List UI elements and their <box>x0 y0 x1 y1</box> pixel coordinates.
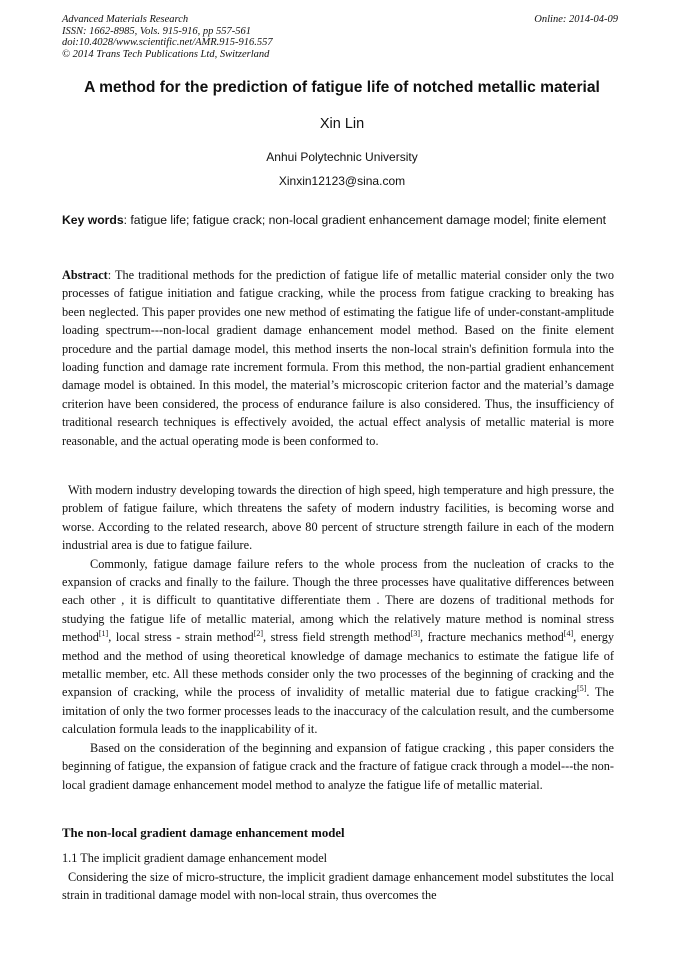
intro-paragraph-2: Commonly, fatigue damage failure refers to the whole process from the nucleation of cracks to the expansion of cracks and finally to the failure. Though the three processes have qualitative differences between each other , it is difficult to quantitative differentiate them . There are dozens of traditional methods for studying the fatigue life of metallic material, among which the relatively mature method is nominal stress method[1], local stress - strain method[2], stress field strength method[3], fracture mechanics method[4], energy method and the method of using theoretical knowledge of damage mechanics to estimate the fatigue life of metallic member, etc. All these methods consider only the two processes of the beginning of cracking and the expansion of cracking, while the process of invalidity of metallic material due to fatigue cracking[5]. The imitation of only the two former processes leads to the inaccuracy of the calculation result, and the cumbersome calculation formula leads to the inapplicability of it. <box>62 556 614 737</box>
author-email: Xinxin12123@sina.com <box>278 174 406 188</box>
citation-4: [4] <box>563 629 574 639</box>
keywords <box>62 212 614 229</box>
citation-2: [2] <box>253 629 263 639</box>
keywords-text: : fatigue life; fatigue crack; non-local gradient enhancement damage model; finite element <box>123 213 607 227</box>
paper-title: A method for the prediction of fatigue life of notched metallic material <box>84 79 600 96</box>
citation-5: [5] <box>577 684 587 694</box>
subsection-heading: 1.1 The implicit gradient damage enhancement model <box>62 851 328 865</box>
author-name: Xin Lin <box>319 116 365 132</box>
intro-paragraph-3: Based on the consideration of the beginning and expansion of fatigue cracking , this paper considers the beginning of fatigue, the expansion of fatigue crack and the fracture of fatigue crack through a model---the non-local gradient damage enhancement model method to analyze the fatigue life of metallic material. <box>62 740 614 792</box>
abstract-label: Abstract <box>62 268 108 282</box>
citation-1: [1] <box>98 629 109 639</box>
abstract <box>62 266 614 450</box>
issn-volumes: ISSN: 1662-8985, Vols. 915-916, pp 557-561 <box>62 25 251 37</box>
abstract-text: : The traditional methods for the prediction of fatigue life of metallic material consider only the two processes of fatigue initiation and fatigue cracking, while the process from fatigue cracking to breaking has been neglected. This paper provides one new method of estimating the fatigue life of under-constant-amplitude loading spectrum---non-local gradient damage enhancement model method. Based on the finite element procedure and the partial damage model, this method inserts the non-local strain's definition formula into the loading function and damage rate increment formula. From this method, the non-partial gradient enhancement damage model is obtained. In this model, the material’s microscopic criterion factor and the material’s damage criterion have been considered, the process of endurance failure is also considered. Thus, the insufficiency of traditional research techniques is effectively avoided, the actual effect analysis of metallic material is more reasonable, and the actual operating mode is been conformed to. <box>62 268 614 448</box>
section-paragraph: Considering the size of micro-structure, the implicit gradient damage enhancement model substitutes the local strain in traditional damage model with non-local strain, thus overcomes the <box>62 870 614 903</box>
journal-name: Advanced Materials Research <box>62 14 189 25</box>
doi: doi:10.4028/www.scientific.net/AMR.915-916.557 <box>62 37 273 48</box>
online-date: Online: 2014-04-09 <box>534 14 618 25</box>
citation-3: [3] <box>410 629 421 639</box>
author-affiliation: Anhui Polytechnic University <box>266 150 418 164</box>
keywords-label: Key words <box>62 213 124 227</box>
section-heading: The non-local gradient damage enhancement model <box>62 826 345 840</box>
introduction <box>62 481 614 794</box>
journal-header <box>62 14 618 60</box>
copyright: © 2014 Trans Tech Publications Ltd, Switzerland <box>62 48 270 60</box>
intro-paragraph-1: With modern industry developing towards the direction of high speed, high temperature and high pressure, the problem of fatigue failure, which threatens the safety of modern industry facilities, is becoming worse and worse. According to the related research, above 80 percent of structure strength failure in each of the modern industrial area is due to fatigue failure. <box>62 483 614 553</box>
section-body <box>62 868 614 905</box>
